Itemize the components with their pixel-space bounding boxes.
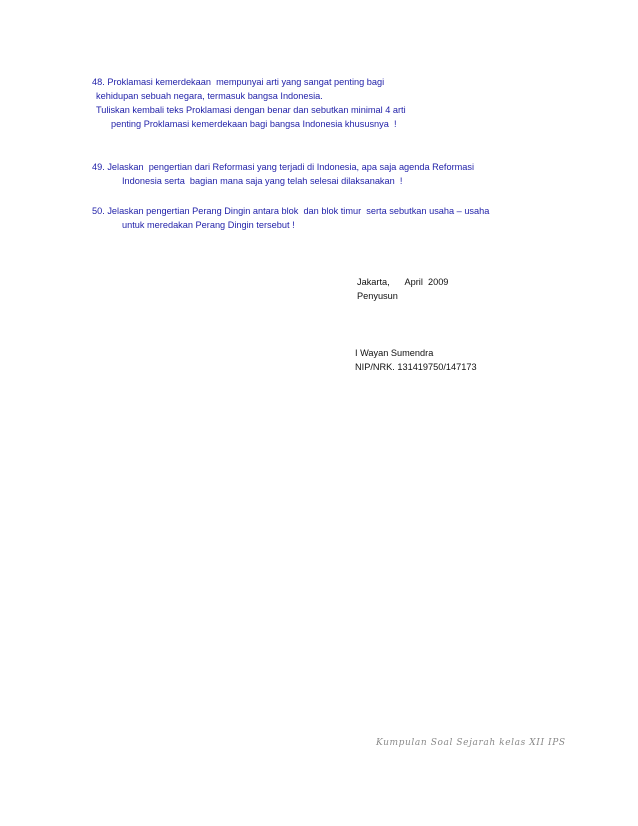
footer-caption: Kumpulan Soal Sejarah kelas XII IPS (376, 738, 566, 748)
question-48-line-4: penting Proklamasi kemerdekaan bagi bangsa Indonesia khususnya ! (111, 119, 397, 129)
signature-role: Penyusun (357, 291, 398, 301)
question-50-line-2: untuk meredakan Perang Dingin tersebut ! (122, 220, 295, 230)
question-48-line-1: 48. Proklamasi kemerdekaan mempunyai arti yang sangat penting bagi (92, 77, 385, 87)
question-49-line-1: 49. Jelaskan pengertian dari Reformasi yang terjadi di Indonesia, apa saja agenda Reformasi (92, 162, 475, 172)
question-48-line-3: Tuliskan kembali teks Proklamasi dengan benar dan sebutkan minimal 4 arti (96, 105, 406, 115)
signature-place-date: Jakarta, April 2009 (357, 277, 449, 287)
question-50-line-1: 50. Jelaskan pengertian Perang Dingin antara blok dan blok timur serta sebutkan usaha – usaha (92, 206, 490, 216)
question-49-line-2: Indonesia serta bagian mana saja yang telah selesai dilaksanakan ! (122, 176, 403, 186)
signature-name: I Wayan Sumendra (355, 348, 434, 358)
question-48-line-2: kehidupan sebuah negara, termasuk bangsa Indonesia. (96, 91, 323, 101)
signature-nip: NIP/NRK. 131419750/147173 (355, 362, 477, 372)
